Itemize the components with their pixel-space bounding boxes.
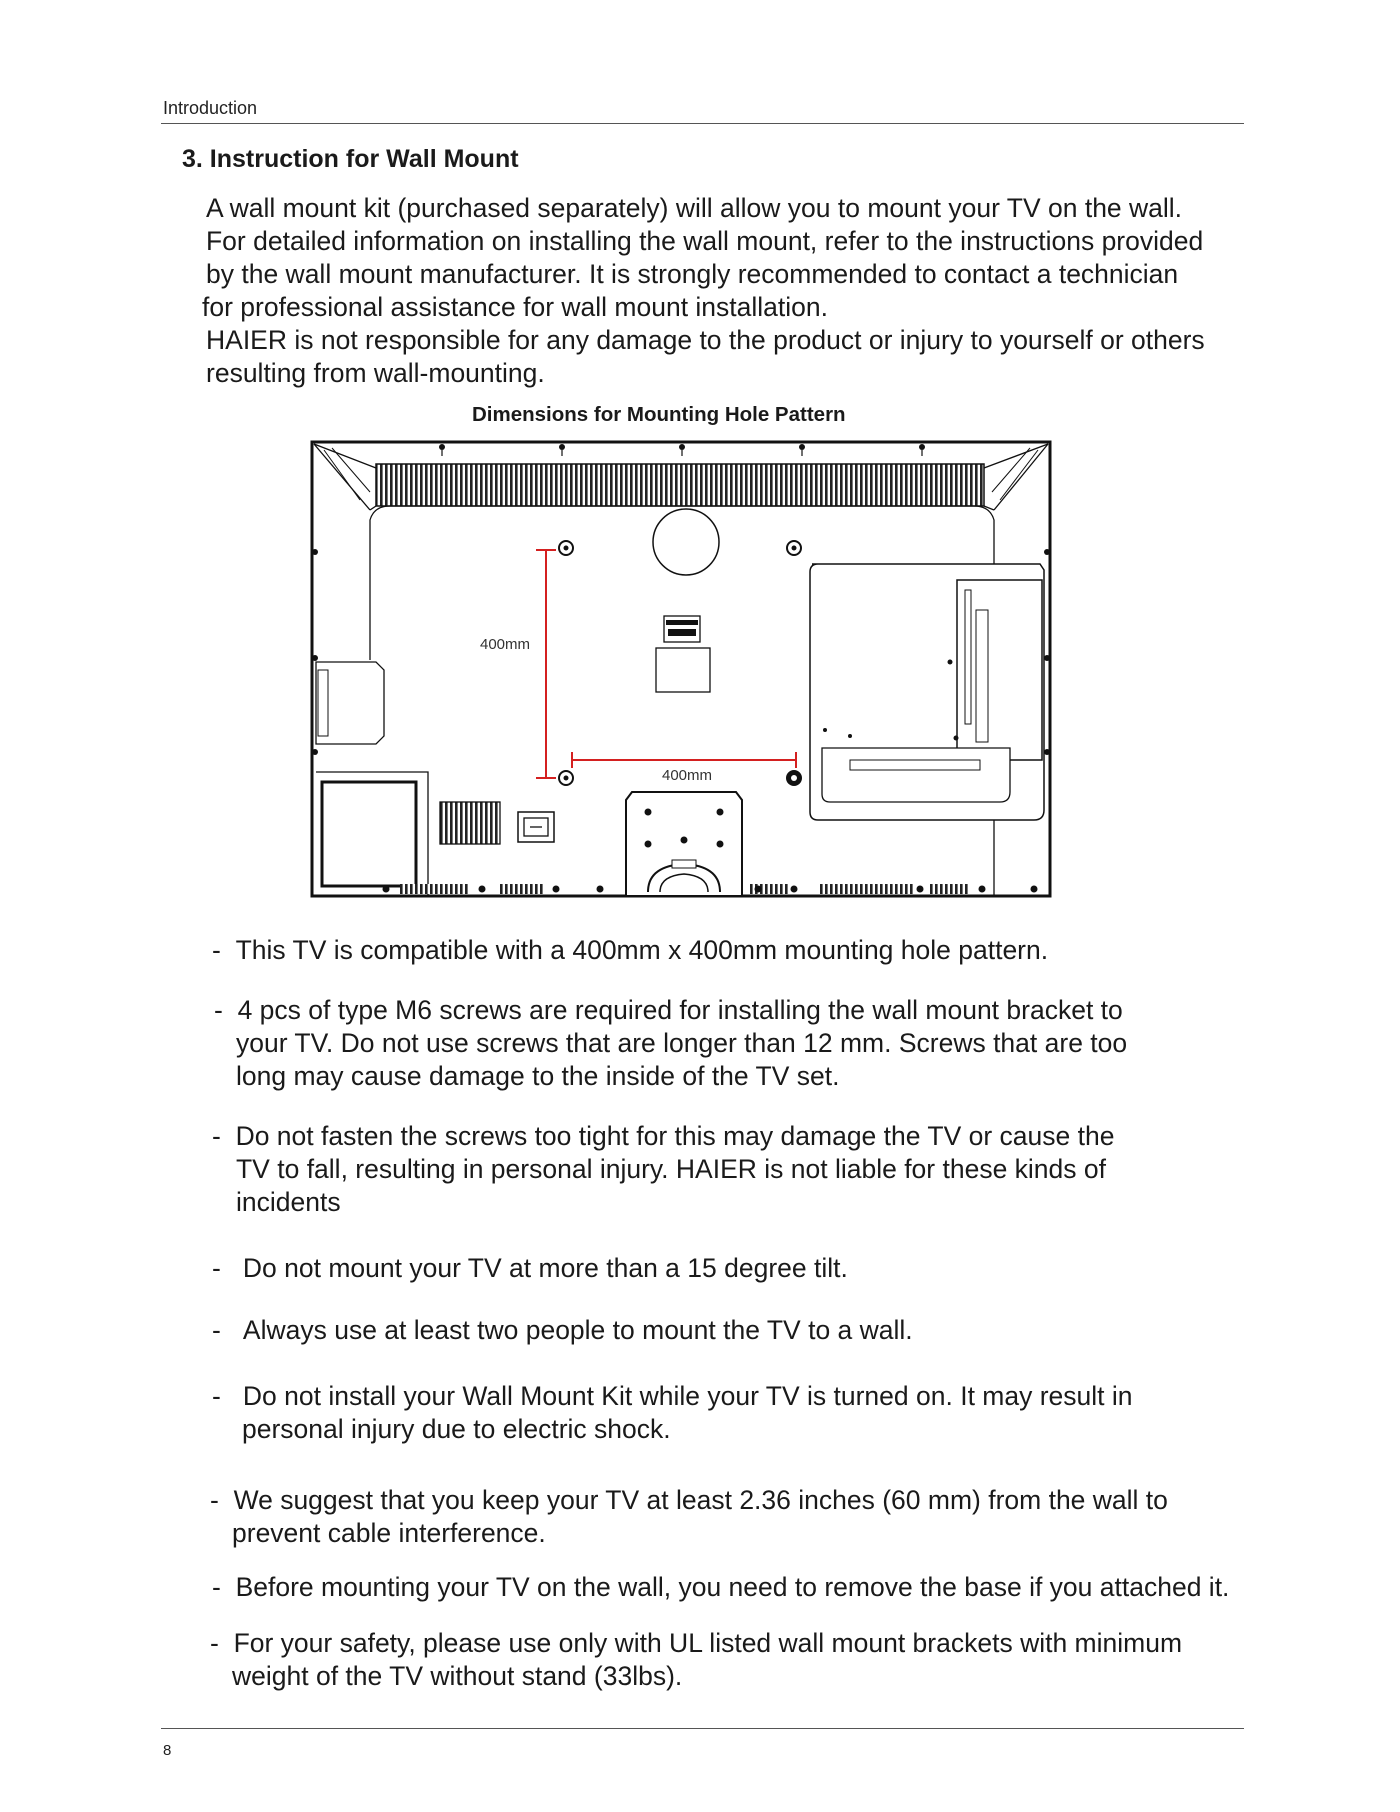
bullet-dash: - (210, 1628, 219, 1658)
bullet-dash: - (214, 995, 223, 1025)
intro-line: by the wall mount manufacturer. It is strongly recommended to contact a technician (206, 259, 1179, 289)
bullet-dash: - (212, 1315, 221, 1345)
intro-line: resulting from wall-mounting. (206, 358, 545, 388)
bullet-dash: - (210, 1485, 219, 1515)
bullet-item (210, 1484, 1168, 1517)
bullet-line: Before mounting your TV on the wall, you need to remove the base if you attached it. (235, 1572, 1230, 1602)
bullet-line: This TV is compatible with a 400mm x 400mm mounting hole pattern. (235, 935, 1049, 965)
bullet-line: TV to fall, resulting in personal injury. HAIER is not liable for these kinds of (236, 1154, 1106, 1184)
bullet-item (212, 1314, 913, 1347)
bullet-line: long may cause damage to the inside of the TV set. (236, 1061, 840, 1091)
bullet-line: We suggest that you keep your TV at least 2.36 inches (60 mm) from the wall to (233, 1485, 1168, 1515)
bullet-line: Do not fasten the screws too tight for this may damage the TV or cause the (235, 1121, 1115, 1151)
footer-rule (161, 1728, 1244, 1729)
bullet-line: personal injury due to electric shock. (242, 1414, 671, 1444)
bullet-line: weight of the TV without stand (33lbs). (232, 1661, 683, 1691)
bullet-line: Always use at least two people to mount the TV to a wall. (242, 1315, 913, 1345)
section-title: 3. Instruction for Wall Mount (182, 145, 519, 173)
intro-paragraph (202, 192, 1286, 390)
bottom-vent (440, 802, 500, 844)
bullet-line: Do not mount your TV at more than a 15 degree tilt. (242, 1253, 848, 1283)
horizontal-dimension-label: 400mm (662, 767, 713, 784)
bullet-item (212, 934, 1048, 967)
bullet-item (212, 1571, 1229, 1604)
bullet-line: For your safety, please use only with UL listed wall mount brackets with minimum (233, 1628, 1183, 1658)
intro-line: for professional assistance for wall mount installation. (202, 292, 828, 322)
stand-mount-plate (626, 792, 742, 896)
connector-panel (810, 564, 1044, 820)
page-number: 8 (163, 1742, 172, 1759)
bullet-item (212, 1120, 1114, 1153)
bullet-dash: - (212, 1253, 221, 1283)
intro-line: For detailed information on installing the wall mount, refer to the instructions provided (206, 226, 1204, 256)
running-header: Introduction (163, 98, 258, 118)
figure-caption: Dimensions for Mounting Hole Pattern (472, 403, 846, 426)
bullet-line: your TV. Do not use screws that are longer than 12 mm. Screws that are too (236, 1028, 1128, 1058)
power-socket (518, 812, 554, 842)
intro-line: HAIER is not responsible for any damage to the product or injury to yourself or others (206, 325, 1205, 355)
bullet-line: incidents (236, 1187, 341, 1217)
header-rule (161, 123, 1244, 124)
bullet-item (210, 1627, 1182, 1660)
tv-rear-diagram (310, 440, 1052, 898)
bullet-item (212, 1380, 1133, 1413)
bullet-dash: - (212, 935, 221, 965)
bullet-dash: - (212, 1121, 221, 1151)
bullet-dash: - (212, 1572, 221, 1602)
bullet-dash: - (212, 1381, 221, 1411)
bullet-line: Do not install your Wall Mount Kit while your TV is turned on. It may result in (242, 1381, 1133, 1411)
bullet-line: 4 pcs of type M6 screws are required for installing the wall mount bracket to (237, 995, 1123, 1025)
top-speaker-grille (376, 464, 984, 506)
bullet-item (214, 994, 1123, 1027)
vertical-dimension-label: 400mm (480, 636, 531, 653)
round-boss (653, 509, 719, 575)
intro-line: A wall mount kit (purchased separately) will allow you to mount your TV on the wall. (206, 193, 1183, 223)
bullet-item (212, 1252, 848, 1285)
bullet-line: prevent cable interference. (232, 1518, 546, 1548)
